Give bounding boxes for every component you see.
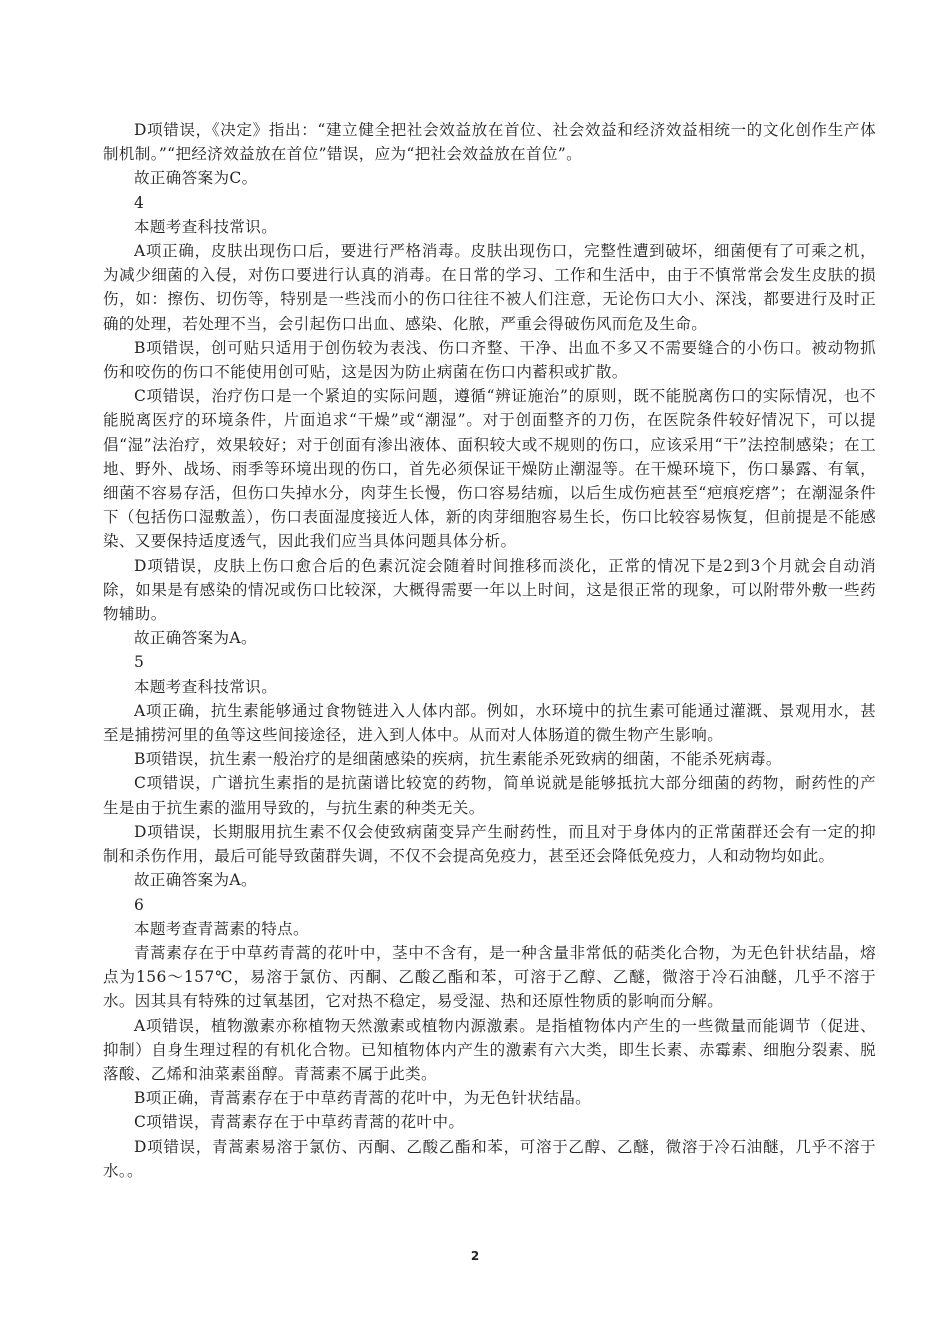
- question-5-option-d: D项错误，长期服用抗生素不仅会使致病菌变异产生耐药性，而且对于身体内的正常菌群还会有一定的抑制和杀伤作用，最后可能导致菌群失调，不仅不会提高免疫力，甚至还会降低免疫力，人和动物均如此。: [103, 822, 876, 866]
- answer-4: 故正确答案为A。: [134, 629, 257, 648]
- question-4-topic: 本题考查科技常识。: [134, 217, 278, 236]
- question-number-6: 6: [134, 895, 145, 914]
- question-5-topic: 本题考查科技常识。: [134, 677, 278, 696]
- paragraph-d-decision: D项错误，《决定》指出：“建立健全把社会效益放在首位、社会效益和经济效益相统一的文化创作生产体制机制。”“把经济效益放在首位”错误，应为“把社会效益放在首位”。: [103, 121, 876, 164]
- question-6-option-a: A项错误，植物激素亦称植物天然激素或植物内源激素。是指植物体内产生的一些微量而能调节（促进、抑制）自身生理过程的有机化合物。已知植物体内产生的激素有六大类，即生长素、赤霉素、细胞分裂素、脱落酸、乙烯和油菜素甾醇。青蒿素不属于此类。: [103, 1016, 876, 1083]
- question-5-option-a: A项正确，抗生素能够通过食物链进入人体内部。例如，水环境中的抗生素可能通过灌溉、景观用水，甚至是捕捞河里的鱼等这些间接途径，进入到人体中。从而对人体肠道的微生物产生影响。: [103, 701, 876, 745]
- question-5-option-c: C项错误，广谱抗生素指的是抗菌谱比较宽的药物，简单说就是能够抵抗大部分细菌的药物，耐药性的产生是由于抗生素的滥用导致的，与抗生素的种类无关。: [103, 774, 876, 817]
- question-number-5: 5: [134, 653, 145, 672]
- question-5-option-b: B项错误，抗生素一般治疗的是细菌感染的疾病，抗生素能杀死致病的细菌，不能杀死病毒。: [134, 750, 782, 769]
- page-body: [103, 118, 876, 1183]
- question-4-option-c: C项错误，治疗伤口是一个紧迫的实际问题，遵循“辨证施治”的原则，既不能脱离伤口的实际情况，也不能脱离医疗的环境条件，片面追求“干燥”或“潮湿”。对于创面整齐的刀伤，在医院条件较好情况下，可以提倡“湿”法治疗，效果较好；对于创面有渗出液体、面积较大或不规则的伤口，应该采用“干”法控制感染；在工地、野外、战场、雨季等环境出现的伤口，首先必须保证干燥防止潮湿等。在干燥环境下，伤口暴露、有氧，细菌不容易存活，但伤口失掉水分，肉芽生长慢，伤口容易结痂，以后生成伤疤甚至“疤痕疙瘩”；在潮湿条件下（包括伤口湿敷盖），伤口表面湿度接近人体，新的肉芽细胞容易生长，伤口比较容易恢复，但前提是不能感染、又要保持适度透气，因此我们应当具体问题具体分析。: [103, 387, 876, 551]
- question-6-option-c: C项错误，青蒿素存在于中草药青蒿的花叶中。: [134, 1113, 465, 1132]
- question-4-option-d: D项错误，皮肤上伤口愈合后的色素沉淀会随着时间推移而淡化，正常的情况下是2到3个月就会自动消除，如果是有感染的情况或伤口比较深，大概得需要一年以上时间，这是很正常的现象，可以附带外敷一些药物辅助。: [103, 556, 876, 624]
- question-4-option-a: A项正确，皮肤出现伤口后，要进行严格消毒。皮肤出现伤口，完整性遭到破坏，细菌便有了可乘之机，为减少细菌的入侵，对伤口要进行认真的消毒。在日常的学习、工作和生活中，由于不慎常常会发生皮肤的损伤，如：擦伤、切伤等，特别是一些浅而小的伤口往往不被人们注意，无论伤口大小、深浅，都要进行及时正确的处理，若处理不当，会引起伤口出血、感染、化脓，严重会得破伤风而危及生命。: [103, 242, 876, 333]
- question-number-4: 4: [134, 193, 145, 212]
- answer-3: 故正确答案为C。: [134, 169, 258, 188]
- answer-5: 故正确答案为A。: [134, 871, 257, 890]
- page-number: 2: [470, 1249, 480, 1263]
- question-6-option-b: B项正确，青蒿素存在于中草药青蒿的花叶中，为无色针状结晶。: [134, 1089, 591, 1108]
- question-6-background: 青蒿素存在于中草药青蒿的花叶中，茎中不含有，是一种含量非常低的萜类化合物，为无色针状结晶，熔点为156～157℃，易溶于氯仿、丙酮、乙酸乙酯和苯，可溶于乙醇、乙醚，微溶于冷石油醚，几乎不溶于水。因其具有特殊的过氧基团，它对热不稳定，易受湿、热和还原性物质的影响而分解。: [103, 943, 876, 1011]
- question-6-topic: 本题考查青蒿素的特点。: [134, 919, 309, 938]
- question-6-option-d: D项错误，青蒿素易溶于氯仿、丙酮、乙酸乙酯和苯，可溶于乙醇、乙醚，微溶于冷石油醚，几乎不溶于水。。: [103, 1137, 876, 1180]
- question-4-option-b: B项错误，创可贴只适用于创伤较为表浅、伤口齐整、干净、出血不多又不需要缝合的小伤口。被动物抓伤和咬伤的伤口不能使用创可贴，这是因为防止病菌在伤口内蓄积或扩散。: [103, 338, 876, 382]
